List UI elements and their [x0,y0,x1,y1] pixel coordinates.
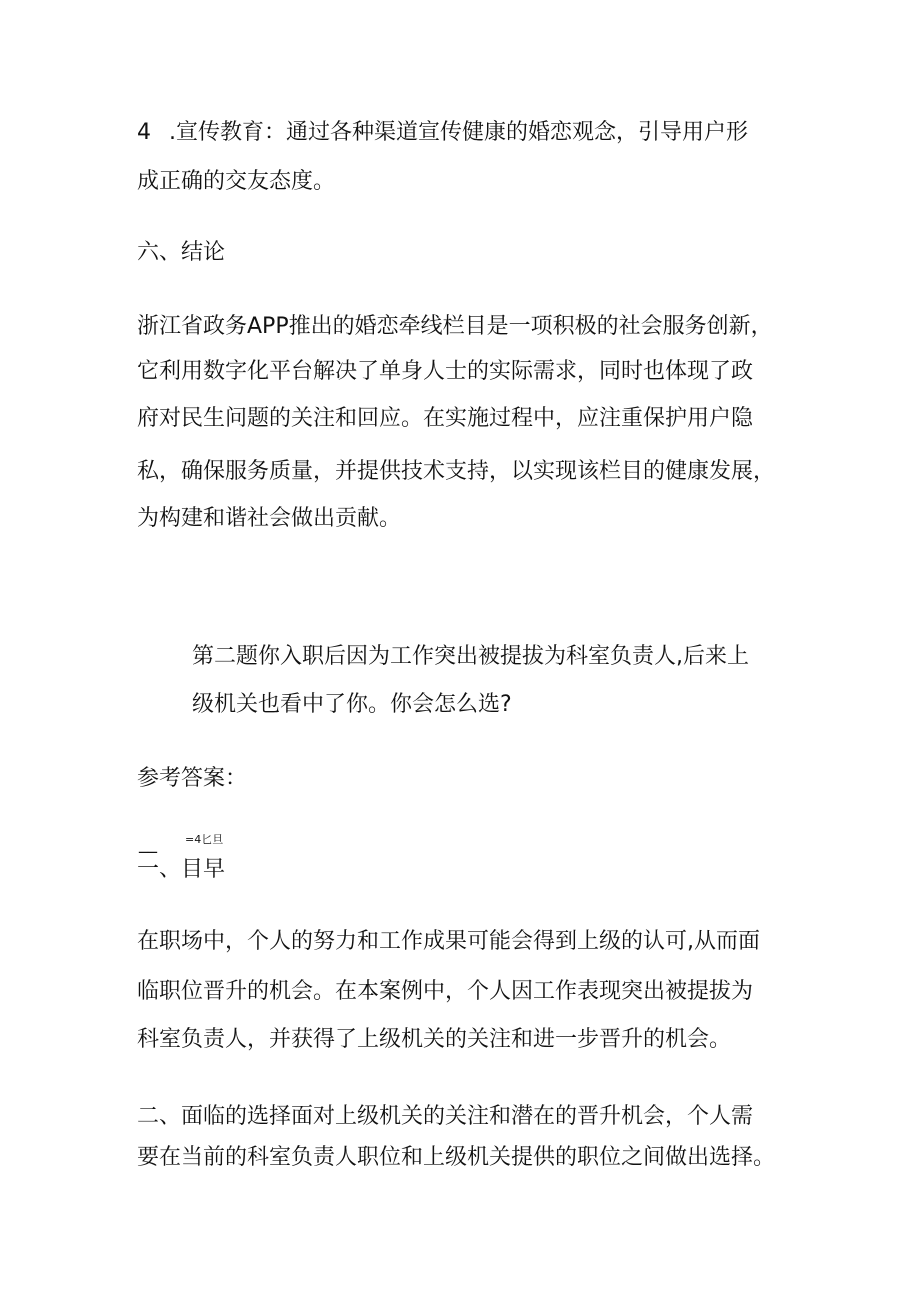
conclusion-line: 府对民生问题的关注和回应。在实施过程中，应注重保护用户隐 [137,406,754,431]
answer-label: 参考答案： [137,766,248,791]
answer-heading-1: 一、目早 [137,857,226,882]
section4-line1 [137,118,748,148]
para2-line: 要在当前的科室负责人职位和上级机关提供的职位之间做出选择。 [137,1145,776,1170]
conclusion-heading: 六、结论 [137,240,226,265]
para2-line: 二、面临的选择面对上级机关的关注和潜在的晋升机会，个人需 [137,1104,754,1129]
artifact-text: =4匕旦 [185,833,224,846]
list-number: 4 [137,120,151,145]
question2-line: 第二题你入职后因为工作突出被提拔为科室负责人,后来上 [192,644,749,669]
artifact-dash: __ [139,833,157,854]
conclusion-line: 它利用数字化平台解决了单身人士的实际需求，同时也体现了政 [137,359,754,384]
list-text: .宣传教育：通过各种渠道宣传健康的婚恋观念，引导用户形 [169,120,748,145]
conclusion-line: 浙江省政务APP推出的婚恋牵线栏目是一项积极的社会服务创新， [137,314,773,339]
question2-line: 级机关也看中了你。你会怎么选? [192,692,512,717]
para1-line: 在职场中，个人的努力和工作成果可能会得到上级的认可,从而面 [137,929,760,954]
para1-line: 科室负责人，并获得了上级机关的关注和进一步晋升的机会。 [137,1027,732,1052]
section4-line2: 成正确的交友态度。 [137,169,336,194]
para1-line: 临职位晋升的机会。在本案例中，个人因工作表现突出被提拔为 [137,979,754,1004]
conclusion-line: 为构建和谐社会做出贡献。 [137,506,402,531]
conclusion-line: 私，确保服务质量，并提供技术支持，以实现该栏目的健康发展， [137,459,776,484]
